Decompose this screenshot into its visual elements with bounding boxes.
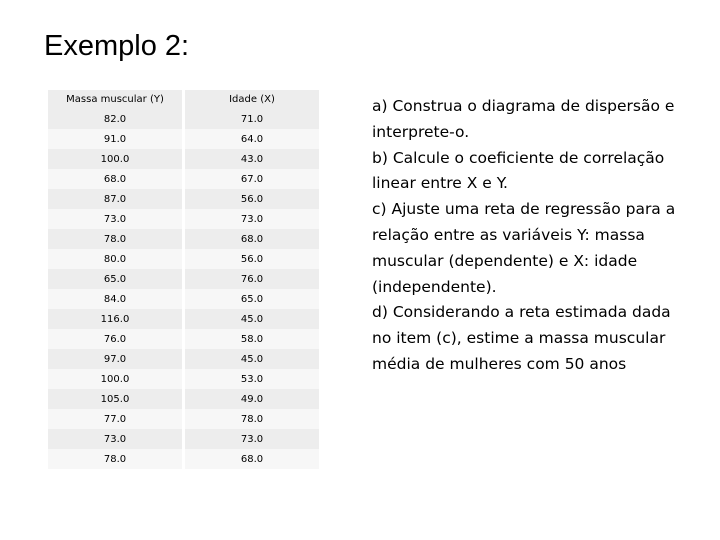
- cell-idade: 67.0: [185, 169, 319, 189]
- cell-idade: 68.0: [185, 229, 319, 249]
- data-table: [48, 90, 319, 469]
- cell-massa-muscular: 100.0: [48, 369, 185, 389]
- table-body: [48, 109, 319, 469]
- cell-idade: 71.0: [185, 109, 319, 129]
- header-idade: Idade (X): [185, 90, 319, 109]
- table-row: [48, 249, 319, 269]
- cell-massa-muscular: 84.0: [48, 289, 185, 309]
- cell-idade: 76.0: [185, 269, 319, 289]
- table-row: [48, 189, 319, 209]
- table-row: [48, 269, 319, 289]
- cell-massa-muscular: 73.0: [48, 429, 185, 449]
- table-header-row: [48, 90, 319, 109]
- cell-massa-muscular: 77.0: [48, 409, 185, 429]
- cell-massa-muscular: 78.0: [48, 229, 185, 249]
- question-b: b) Calcule o coeficiente de correlação linear entre X e Y.: [372, 148, 665, 193]
- cell-massa-muscular: 78.0: [48, 449, 185, 469]
- cell-idade: 56.0: [185, 189, 319, 209]
- cell-idade: 53.0: [185, 369, 319, 389]
- cell-massa-muscular: 80.0: [48, 249, 185, 269]
- question-c: c) Ajuste uma reta de regressão para a relação entre as variáveis Y: massa muscular (dependente) e X: idade (independente).: [372, 200, 676, 296]
- cell-idade: 49.0: [185, 389, 319, 409]
- table-row: [48, 369, 319, 389]
- table-row: [48, 389, 319, 409]
- table-row: [48, 349, 319, 369]
- cell-idade: 64.0: [185, 129, 319, 149]
- cell-massa-muscular: 68.0: [48, 169, 185, 189]
- cell-idade: 58.0: [185, 329, 319, 349]
- cell-massa-muscular: 105.0: [48, 389, 185, 409]
- table-row: [48, 129, 319, 149]
- table-row: [48, 229, 319, 249]
- cell-idade: 45.0: [185, 349, 319, 369]
- cell-idade: 73.0: [185, 209, 319, 229]
- table-row: [48, 209, 319, 229]
- table-row: [48, 409, 319, 429]
- table-row: [48, 109, 319, 129]
- slide-title: Exemplo 2:: [44, 30, 190, 62]
- cell-idade: 68.0: [185, 449, 319, 469]
- cell-massa-muscular: 97.0: [48, 349, 185, 369]
- table-row: [48, 329, 319, 349]
- cell-massa-muscular: 91.0: [48, 129, 185, 149]
- table-row: [48, 449, 319, 469]
- cell-idade: 65.0: [185, 289, 319, 309]
- table-row: [48, 429, 319, 449]
- cell-massa-muscular: 87.0: [48, 189, 185, 209]
- table-row: [48, 169, 319, 189]
- cell-idade: 56.0: [185, 249, 319, 269]
- cell-massa-muscular: 76.0: [48, 329, 185, 349]
- cell-idade: 43.0: [185, 149, 319, 169]
- questions-list: [372, 94, 692, 378]
- header-massa-muscular: Massa muscular (Y): [48, 90, 185, 109]
- cell-idade: 78.0: [185, 409, 319, 429]
- cell-massa-muscular: 82.0: [48, 109, 185, 129]
- cell-idade: 45.0: [185, 309, 319, 329]
- cell-massa-muscular: 116.0: [48, 309, 185, 329]
- cell-massa-muscular: 65.0: [48, 269, 185, 289]
- question-a: a) Construa o diagrama de dispersão e interprete-o.: [372, 97, 675, 141]
- cell-massa-muscular: 100.0: [48, 149, 185, 169]
- cell-massa-muscular: 73.0: [48, 209, 185, 229]
- table-row: [48, 289, 319, 309]
- table-row: [48, 149, 319, 169]
- cell-idade: 73.0: [185, 429, 319, 449]
- question-d: d) Considerando a reta estimada dada no item (c), estime a massa muscular média de mulheres com 50 anos: [372, 303, 671, 373]
- table-row: [48, 309, 319, 329]
